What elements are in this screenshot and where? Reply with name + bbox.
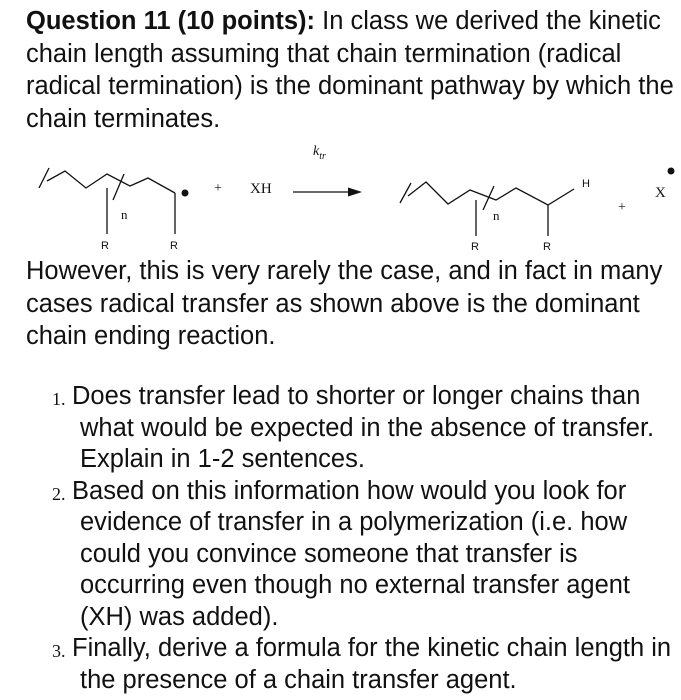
question-intro-text: In class we derived the kinetic chain length assuming that chain termination (radical radical termination) is the dominant pathway by which the chain terminates. xyxy=(26,7,674,133)
reactant-r-label-1: R xyxy=(101,240,109,252)
question-text: Does transfer lead to shorter or longer chains than what would be expected in the absence of transfer. Explain in 1-2 sentences. xyxy=(72,382,655,473)
product-radical-dot xyxy=(668,168,675,175)
question-heading: Question 11 (10 points): xyxy=(26,7,316,35)
product-r-label-1: R xyxy=(471,241,479,253)
question-item xyxy=(0,381,681,476)
question-number: 2. xyxy=(52,483,66,504)
explanation-paragraph: However, this is very rarely the case, and in fact in many cases radical transfer as shown above is the dominant chain ending reaction. xyxy=(26,257,663,350)
question-number: 3. xyxy=(52,641,66,661)
plus-sign-2: + xyxy=(618,200,626,215)
product-polymer xyxy=(400,182,574,236)
reactant-polymer xyxy=(39,168,175,234)
question-text: Based on this information how would you look for evidence of transfer in a polymerization (i.e. how could you convince someone that transfer is occurring even though no external transfer agent (XH) was added). xyxy=(72,476,631,631)
rate-constant: $k_{tr}$ xyxy=(313,144,326,162)
product-repeat-label: n xyxy=(493,208,500,223)
question-text: Finally, derive a formula for the kinetic chain length in the presence of a chain transfer agent. xyxy=(72,634,672,694)
reactant-radical-dot xyxy=(182,190,189,197)
question-intro xyxy=(26,5,676,135)
question-item xyxy=(0,476,681,634)
question-item xyxy=(0,633,681,696)
plus-sign-1: + xyxy=(214,181,222,196)
product-r-label-2: R xyxy=(543,241,551,253)
product-bracket-left xyxy=(400,183,411,203)
reactant-repeat-label: n xyxy=(121,207,128,222)
reactant-backbone xyxy=(47,171,175,193)
question-number: 1. xyxy=(52,389,66,409)
reaction-scheme xyxy=(0,140,681,258)
reagent-xh: XH xyxy=(250,181,272,197)
question-list xyxy=(0,381,681,696)
reactant-bracket-left xyxy=(39,168,49,188)
product-x-radical: X xyxy=(655,185,666,201)
product-h-label: H xyxy=(582,178,590,190)
reactant-r-label-2: R xyxy=(170,240,178,252)
reaction-arrow-head xyxy=(348,188,362,197)
